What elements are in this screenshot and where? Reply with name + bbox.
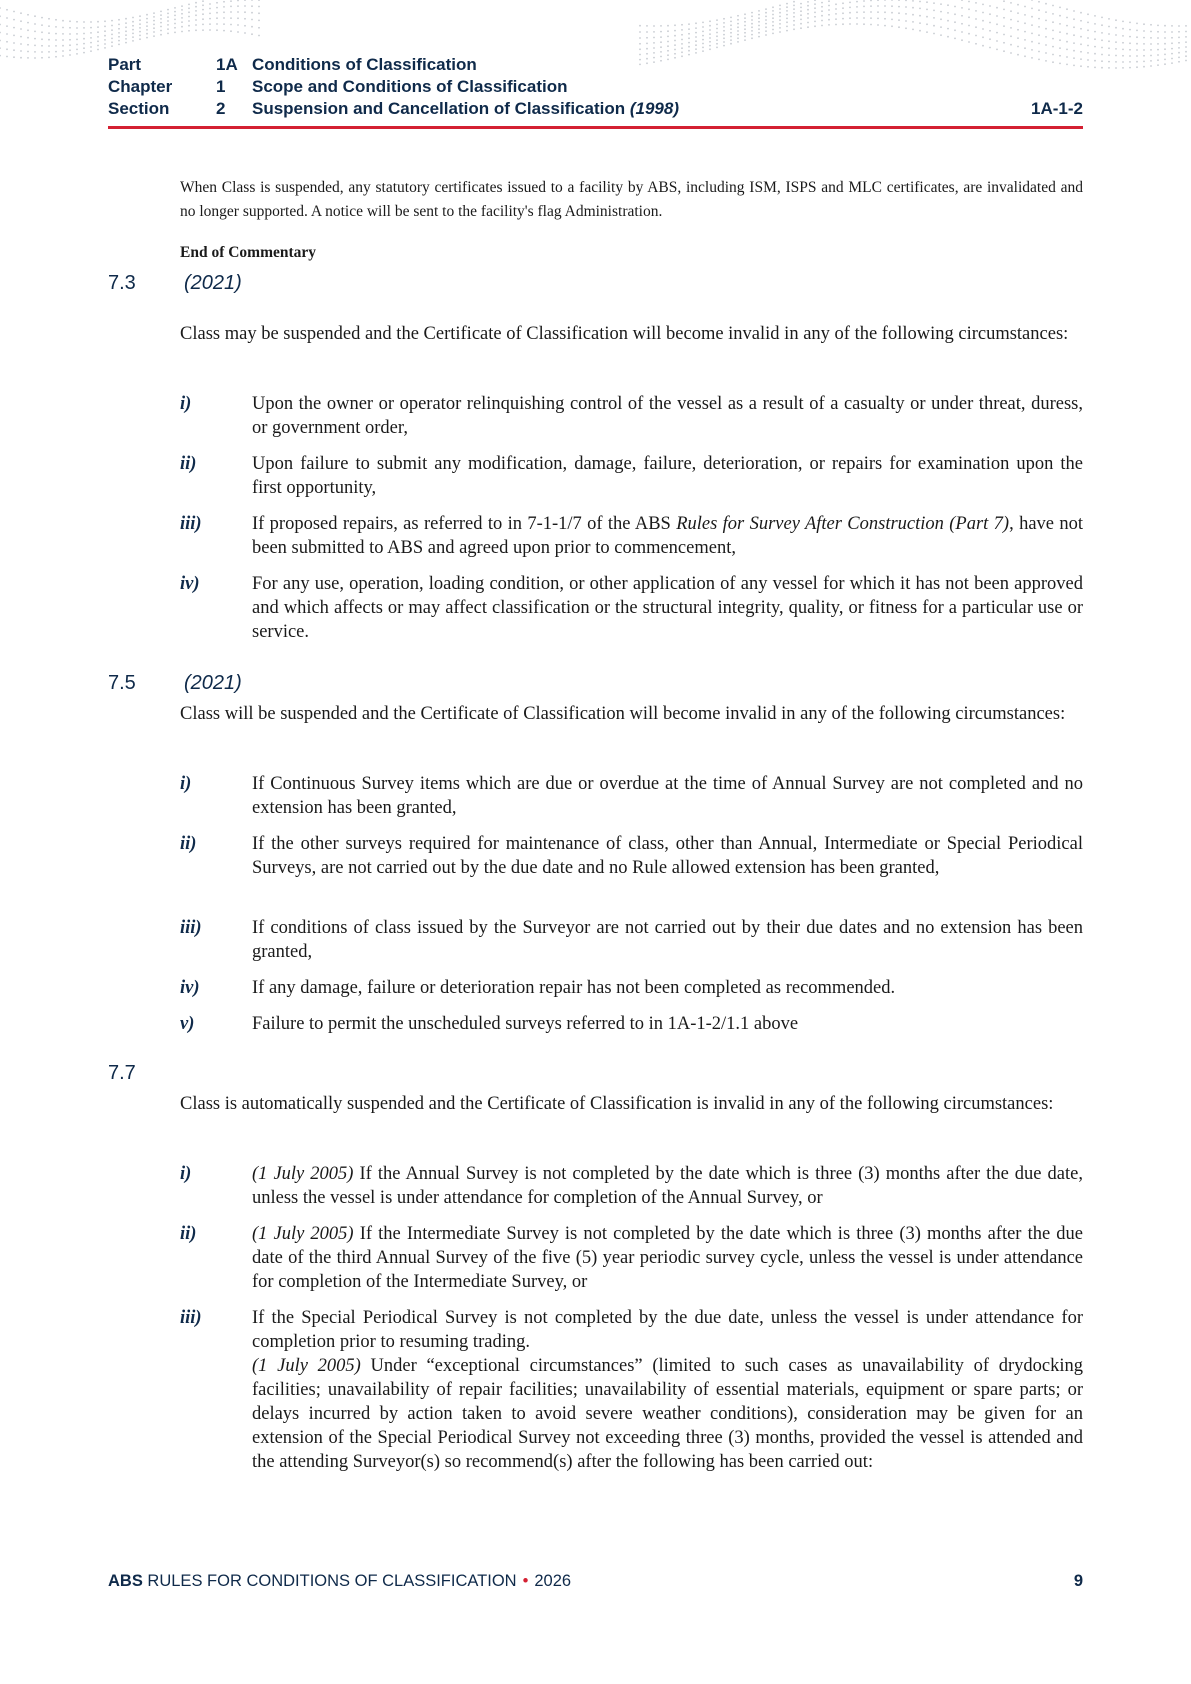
list-item-text <box>252 1222 1083 1294</box>
footer-brand: ABS <box>108 1572 143 1590</box>
effective-date: (1 July 2005) <box>252 1164 354 1184</box>
chapter-number: 1 <box>216 77 226 96</box>
list-item <box>180 392 1083 440</box>
part-number: 1A <box>216 55 238 74</box>
end-of-commentary: End of Commentary <box>180 244 317 261</box>
part-label: Part <box>108 55 142 74</box>
section-7-5-intro: Class will be suspended and the Certificate of Classification will become invalid in any of the following circumstances: <box>180 704 1066 724</box>
list-item-text: Upon the owner or operator relinquishing control of the vessel as a result of a casualty or under threat, duress, or government order, <box>252 394 1083 438</box>
chapter-title: Scope and Conditions of Classification <box>252 77 568 96</box>
list-item <box>180 452 1083 500</box>
list-item-text-part: Under “exceptional circumstances” (limited to such cases as unavailability of drydocking facilities; unavailability of repair facilities; unavailability of essential materials, equipment or spare parts; or delays incurred by action taken to avoid severe weather conditions), consideration may be given for an extension of the Special Periodical Survey not exceeding three (3) months, provided the vessel is attended and the attending Surveyor(s) so recommend(s) after the following has been carried out: <box>252 1356 1084 1472</box>
section-7-5-year: (2021) <box>184 672 242 694</box>
list-item-text: For any use, operation, loading condition, or other application of any vessel for which it has not been approved and which affects or may affect classification or the structural integrity, quality, or fitness for a particular use or service. <box>252 574 1083 642</box>
section-title-text: Suspension and Cancellation of Classification <box>252 99 626 118</box>
part-title: Conditions of Classification <box>252 55 477 74</box>
list-item-text: If the other surveys required for maintenance of class, other than Annual, Intermediate or Special Periodical Surveys, are not carried out by the due date and no Rule allowed extension has been granted, <box>252 834 1083 878</box>
list-item-text-part: If proposed repairs, as referred to in 7-1-1/7 of the ABS <box>252 514 677 534</box>
list-item-text-part: If the Special Periodical Survey is not completed by the due date, unless the vessel is under attendance for completion prior to resuming trading. <box>252 1308 1083 1352</box>
section-year: (1998) <box>629 99 679 118</box>
list-item <box>180 572 1083 644</box>
rules-reference: Rules for Survey After Construction (Part 7) <box>676 514 1010 534</box>
list-item <box>180 976 1083 1000</box>
list-item-text-part: If the Intermediate Survey is not completed by the date which is three (3) months after the due date of the third Annual Survey of the five (5) year periodic survey cycle, unless the vessel is under attendance for completion of the Intermediate Survey, or <box>252 1224 1083 1292</box>
list-item-text-part: , have not been submitted to ABS and agreed upon prior to commencement, <box>252 514 1083 558</box>
chapter-label: Chapter <box>108 77 173 96</box>
effective-date: (1 July 2005) <box>252 1224 354 1244</box>
list-item-text: If conditions of class issued by the Surveyor are not carried out by their due dates and no extension has been granted, <box>252 918 1083 962</box>
page-code: 1A-1-2 <box>1031 99 1083 118</box>
list-item <box>180 1306 1083 1474</box>
list-item-numeral: i) <box>180 1164 192 1184</box>
list-item-text: Upon failure to submit any modification, damage, failure, deterioration, or repairs for examination upon the first opportunity, <box>252 454 1083 498</box>
list-item <box>180 1012 1083 1036</box>
list-item <box>180 1162 1083 1210</box>
header-part-row <box>108 54 1083 76</box>
list-item-numeral: ii) <box>180 1224 197 1244</box>
section-title <box>252 98 1031 120</box>
section-number: 2 <box>216 99 226 118</box>
list-item-numeral: i) <box>180 774 192 794</box>
list-item-numeral: v) <box>180 1014 195 1034</box>
section-7-5-number: 7.5 <box>108 672 136 694</box>
header-section-row <box>108 98 1083 120</box>
list-item-numeral: iii) <box>180 1308 202 1328</box>
list-item-text <box>252 1306 1083 1474</box>
list-item-text-part: If the Annual Survey is not completed by the date which is three (3) months after the due date, unless the vessel is under attendance for completion of the Annual Survey, or <box>252 1164 1083 1208</box>
section-7-7-intro: Class is automatically suspended and the Certificate of Classification is invalid in any of the following circumstances: <box>180 1094 1054 1114</box>
list-item-numeral: i) <box>180 394 192 414</box>
section-label: Section <box>108 99 170 118</box>
page-footer <box>108 1572 1083 1591</box>
list-item <box>180 1222 1083 1294</box>
header-chapter-row <box>108 76 1083 98</box>
page-number: 9 <box>1073 1572 1083 1590</box>
section-7-3-intro: Class may be suspended and the Certificate of Classification will become invalid in any of the following circumstances: <box>180 324 1069 344</box>
list-item-numeral: ii) <box>180 834 197 854</box>
header-rule <box>108 126 1083 129</box>
list-item <box>180 832 1083 880</box>
page-header <box>108 54 1083 120</box>
list-item-text <box>252 512 1083 560</box>
section-7-3-number: 7.3 <box>108 272 136 294</box>
list-item-text: Failure to permit the unscheduled surveys referred to in 1A-1-2/1.1 above <box>252 1014 799 1034</box>
section-7-3-year: (2021) <box>184 272 242 294</box>
list-item-numeral: iii) <box>180 918 202 938</box>
list-item <box>180 916 1083 964</box>
footer-title: RULES FOR CONDITIONS OF CLASSIFICATION <box>142 1572 517 1590</box>
footer-bullet: • <box>522 1572 529 1590</box>
footer-year: 2026 <box>534 1572 572 1590</box>
section-7-7-number: 7.7 <box>108 1062 136 1084</box>
effective-date: (1 July 2005) <box>252 1356 361 1376</box>
list-item <box>180 772 1083 820</box>
list-item-text: If Continuous Survey items which are due or overdue at the time of Annual Survey are not completed and no extension has been granted, <box>252 774 1083 818</box>
list-item <box>180 512 1083 560</box>
list-item-text: If any damage, failure or deterioration repair has not been completed as recommended. <box>252 978 896 998</box>
commentary-text: When Class is suspended, any statutory certificates issued to a facility by ABS, including ISM, ISPS and MLC certificates, are invalidated and no longer supported. A notice will be sent to the facility's flag Administration. <box>180 179 1083 220</box>
list-item-numeral: iv) <box>180 978 200 998</box>
list-item-numeral: ii) <box>180 454 197 474</box>
list-item-text <box>252 1162 1083 1210</box>
list-item-numeral: iv) <box>180 574 200 594</box>
list-item-numeral: iii) <box>180 514 202 534</box>
